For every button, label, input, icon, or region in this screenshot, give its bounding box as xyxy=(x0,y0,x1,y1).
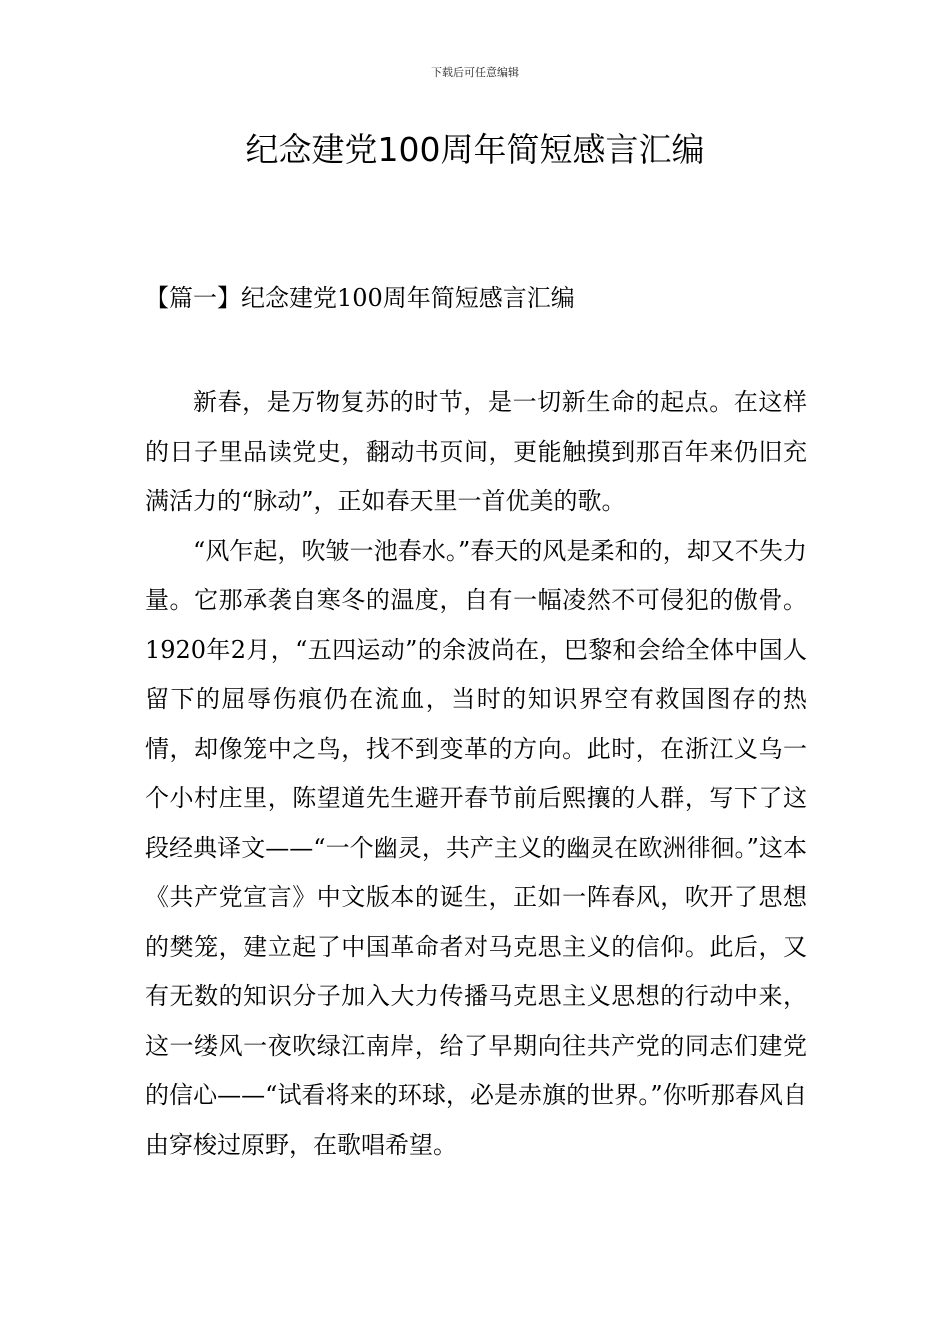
document-title: 纪念建党100周年简短感言汇编 xyxy=(245,130,705,169)
header-note: 下载后可任意编辑 xyxy=(431,66,519,79)
document-body xyxy=(145,378,807,1170)
section-heading: 【篇一】纪念建党100周年简短感言汇编 xyxy=(145,284,575,312)
paragraph: “风乍起，吹皱一池春水。”春天的风是柔和的，却又不失力量。它那承袭自寒冬的温度，自有一幅凌然不可侵犯的傲骨。1920年2月，“五四运动”的余波尚在，巴黎和会给全体中国人留下的屈辱伤痕仍在流血，当时的知识界空有救国图存的热情，却像笼中之鸟，找不到变革的方向。此时，在浙江义乌一个小村庄里，陈望道先生避开春节前后熙攘的人群，写下了这段经典译文——“一个幽灵，共产主义的幽灵在欧洲徘徊。”这本《共产党宣言》中文版本的诞生，正如一阵春风，吹开了思想的樊笼，建立起了中国革命者对马克思主义的信仰。此后，又有无数的知识分子加入大力传播马克思主义思想的行动中来，这一缕风一夜吹绿江南岸，给了早期向往共产党的同志们建党的信心——“试看将来的环球，必是赤旗的世界。”你听那春风自由穿梭过原野，在歌唱希望。 xyxy=(145,536,807,1159)
paragraph: 新春，是万物复苏的时节，是一切新生命的起点。在这样的日子里品读党史，翻动书页间，更能触摸到那百年来仍旧充满活力的“脉动”，正如春天里一首优美的歌。 xyxy=(145,388,807,515)
